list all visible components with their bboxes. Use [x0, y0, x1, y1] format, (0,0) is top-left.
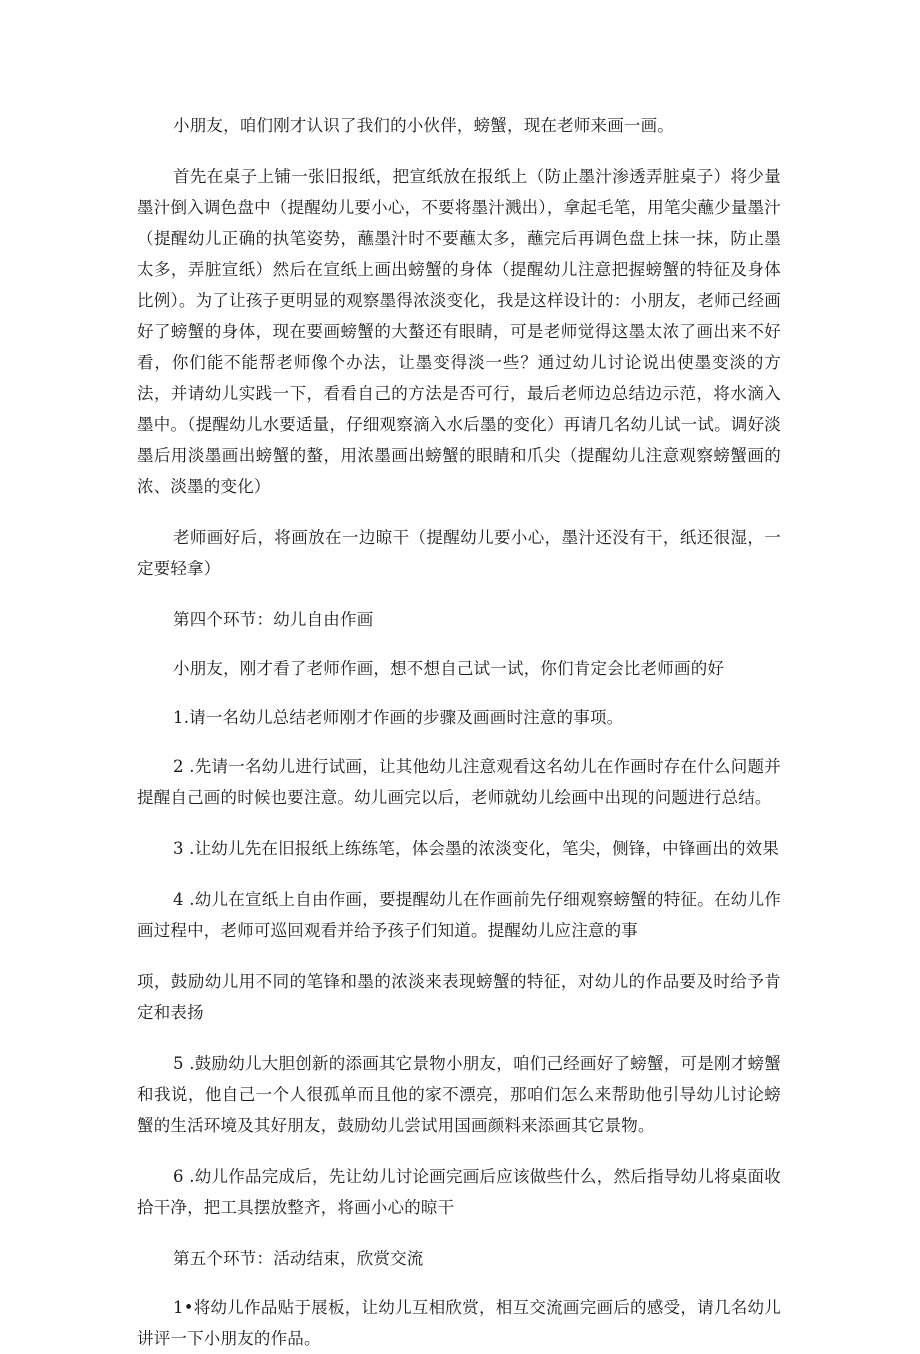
list-item-final: 1•将幼儿作品贴于展板，让幼儿互相欣赏，相互交流画完画后的感受，请几名幼儿讲评一下小朋友的作品。 — [137, 1298, 781, 1348]
section-heading-5: 第五个环节：活动结束，欣赏交流 — [173, 1249, 424, 1268]
paragraph-demo-steps: 首先在桌子上铺一张旧报纸，把宣纸放在报纸上（防止墨汁渗透弄脏桌子）将少量墨汁倒入调色盘中（提醒幼儿要小心，不要将墨汁溅出），拿起毛笔，用笔尖蘸少量墨汁（提醒幼儿正确的执笔姿势，蘸墨汁时不要蘸太多，蘸完后再调色盘上抹一抹，防止墨太多，弄脏宣纸）然后在宣纸上画出螃蟹的身体（提醒幼儿注意把握螃蟹的特征及身体比例）。为了让孩子更明显的观察墨得浓淡变化，我是这样设计的：小朋友，老师己经画好了螃蟹的身体，现在要画螃蟹的大螯还有眼睛，可是老师觉得这墨太浓了画出来不好看，你们能不能帮老师像个办法，让墨变得淡一些？通过幼儿讨论说出使墨变淡的方法，并请幼儿实践一下，看看自己的方法是否可行，最后老师边总结边示范，将水滴入墨中。（提醒幼儿水要适量，仔细观察滴入水后墨的变化）再请几名幼儿试一试。调好淡墨后用淡墨画出螃蟹的螯，用浓墨画出螃蟹的眼睛和爪尖（提醒幼儿注意观察螃蟹画的浓、淡墨的变化） — [137, 167, 781, 496]
list-item-2: 2 .先请一名幼儿进行试画，让其他幼儿注意观看这名幼儿在作画时存在什么问题并提醒自己画的时候也要注意。幼儿画完以后，老师就幼儿绘画中出现的问题进行总结。 — [137, 757, 781, 807]
list-item-1: 1.请一名幼儿总结老师刚才作画的步骤及画画时注意的事项。 — [173, 708, 624, 727]
list-item-5: 5 .鼓励幼儿大胆创新的添画其它景物小朋友，咱们己经画好了螃蟹，可是刚才螃蟹和我说，他自己一个人很孤单而且他的家不漂亮，那咱们怎么来帮助他引导幼儿讨论螃蟹的生活环境及其好朋友，鼓励幼儿尝试用国画颜料来添画其它景物。 — [137, 1054, 781, 1135]
list-item-3: 3 .让幼儿先在旧报纸上练练笔，体会墨的浓淡变化，笔尖，侧锋，中锋画出的效果 — [173, 839, 780, 858]
section-heading-4: 第四个环节：幼儿自由作画 — [173, 610, 374, 629]
document-body — [137, 110, 781, 1354]
paragraph-invite: 小朋友，刚才看了老师作画，想不想自己试一试，你们肯定会比老师画的好 — [173, 659, 725, 678]
list-item-4: 4 .幼儿在宣纸上自由作画，要提醒幼儿在作画前先仔细观察螃蟹的特征。在幼儿作画过程中，老师可巡回观看并给予孩子们知道。提醒幼儿应注意的事 — [137, 890, 781, 940]
list-item-6: 6 .幼儿作品完成后，先让幼儿讨论画完画后应该做些什么，然后指导幼儿将桌面收拾干净，把工具摆放整齐，将画小心的晾干 — [137, 1167, 781, 1217]
list-item-4-continued: 项，鼓励幼儿用不同的笔锋和墨的浓淡来表现螃蟹的特征，对幼儿的作品要及时给予肯定和表扬 — [137, 972, 781, 1022]
paragraph-intro: 小朋友，咱们刚才认识了我们的小伙伴，螃蟹，现在老师来画一画。 — [173, 116, 674, 135]
paragraph-drying: 老师画好后，将画放在一边晾干（提醒幼儿要小心，墨汁还没有干，纸还很湿，一定要轻拿） — [137, 528, 781, 578]
